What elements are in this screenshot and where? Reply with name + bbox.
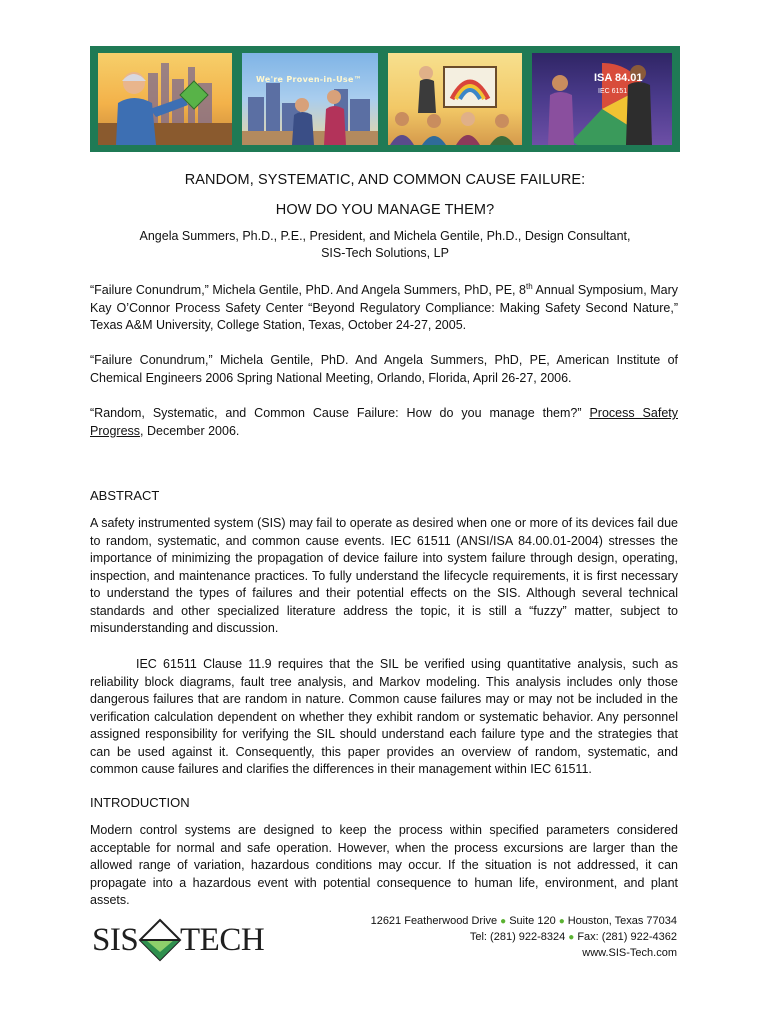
- citation-journal-date: , December 2006.: [140, 423, 240, 438]
- paper-title-line2: HOW DO YOU MANAGE THEM?: [275, 202, 495, 218]
- abstract-paragraph-1: A safety instrumented system (SIS) may fail to operate as desired when one or more of its devices fail due to random, systematic, and common cause events. IEC 61511 (ANSI/ISA 84.00.01-2004) stresses the importance of minimizing the propagation of device failure into system failure through design, operating, inspection, and maintenance practices. To fully understand the lifecycle requirements, it is first necessary to understand the types of failures and their potential effects on the SIS. Although several technical standards and other specialized literature address the topic, it is still a “fuzzy” matter, subject to misunderstanding and discussion.: [90, 516, 678, 635]
- city-illustration: [242, 53, 378, 145]
- banner-sign-iec: IEC 6151: [598, 88, 628, 95]
- phone-number: Tel: (281) 922-8324: [469, 931, 566, 943]
- address-street: 12621 Featherwood Drive: [370, 915, 498, 927]
- footer-website[interactable]: www.SIS-Tech.com: [582, 947, 677, 959]
- banner-panel-presentation: [388, 53, 522, 145]
- presentation-illustration: [388, 53, 522, 145]
- citation-symposium-rest: Annual Symposium, Mary Kay O’Connor Process Safety Center “Beyond Regulatory Compliance: Making Safety Second Nature,” Texas A&M University, College Station, Texas, October 24-27, 2005.: [90, 283, 678, 332]
- abstract-heading: ABSTRACT: [90, 488, 160, 503]
- authors-affiliation: SIS-Tech Solutions, LP: [321, 246, 449, 260]
- citation-journal: [90, 405, 678, 440]
- citation-symposium-text: “Failure Conundrum,” Michela Gentile, PhD. And Angela Summers, PhD, PE, 8: [90, 283, 526, 297]
- paper-title-line1: RANDOM, SYSTEMATIC, AND COMMON CAUSE FAILURE:: [184, 172, 586, 188]
- engineer-illustration: [98, 53, 232, 145]
- fax-number: Fax: (281) 922-4362: [577, 931, 677, 943]
- footer-address: [371, 914, 677, 929]
- banner-panel-standards: [532, 53, 672, 145]
- authors-names: Angela Summers, Ph.D., P.E., President, and Michela Gentile, Ph.D., Design Consultant,: [139, 229, 631, 243]
- footer-phone: [470, 930, 677, 945]
- journal-name: Process Safety Progress: [90, 406, 678, 438]
- citation-aiche: “Failure Conundrum,” Michela Gentile, PhD. And Angela Summers, PhD, PE, American Institute of Chemical Engineers 2006 Spring National Meeting, Orlando, Florida, April 26-27, 2006.: [90, 353, 678, 385]
- bullet-icon: ●: [558, 916, 565, 927]
- logo-text-sis: SIS: [92, 922, 139, 958]
- banner-panel-city: [242, 53, 378, 145]
- bullet-icon: ●: [568, 932, 575, 943]
- sis-tech-logo: [92, 914, 270, 962]
- banner-sign-isa: ISA 84.01: [594, 72, 643, 84]
- citation-superscript: th: [526, 281, 533, 291]
- header-banner: [90, 46, 680, 152]
- address-suite: Suite 120: [509, 915, 556, 927]
- bullet-icon: ●: [500, 916, 507, 927]
- logo-diamond-icon: [138, 918, 182, 962]
- citation-symposium: [90, 282, 678, 335]
- abstract-paragraph-2: IEC 61511 Clause 11.9 requires that the SIL be verified using quantitative analysis, such as reliability block diagrams, fault tree analysis, and Markov modeling. This analysis includes only those dangerous failures that are random in nature. Common cause failures may or may not be included in the verification calculation dependent on whether they exhibit random or systematic behavior. Any personnel assigned responsibility for verifying the SIL should understand each failure type and the strategies that can be used against it. Consequently, this paper provides an overview of random, systematic, and common cause failures and clarifies the differences in their management within IEC 61511.: [90, 657, 678, 776]
- logo-text-tech: TECH: [180, 922, 265, 958]
- banner-caption: We're Proven-in-Use™: [256, 75, 362, 84]
- author-block: [90, 228, 680, 262]
- introduction-heading: INTRODUCTION: [90, 795, 190, 810]
- banner-panel-engineer: [98, 53, 232, 145]
- standards-illustration: [532, 53, 672, 145]
- citation-journal-title: “Random, Systematic, and Common Cause Failure: How do you manage them?”: [90, 406, 590, 420]
- introduction-paragraph-1: Modern control systems are designed to keep the process within specified parameters considered acceptable for normal and safe operation. However, when the process excursions are larger than the allowed range of variation, hazardous conditions may occur. If the situation is not addressed, it can propagate into a hazardous event with potential consequence to human life, environment, and plant assets.: [90, 823, 678, 907]
- address-city: Houston, Texas 77034: [567, 915, 677, 927]
